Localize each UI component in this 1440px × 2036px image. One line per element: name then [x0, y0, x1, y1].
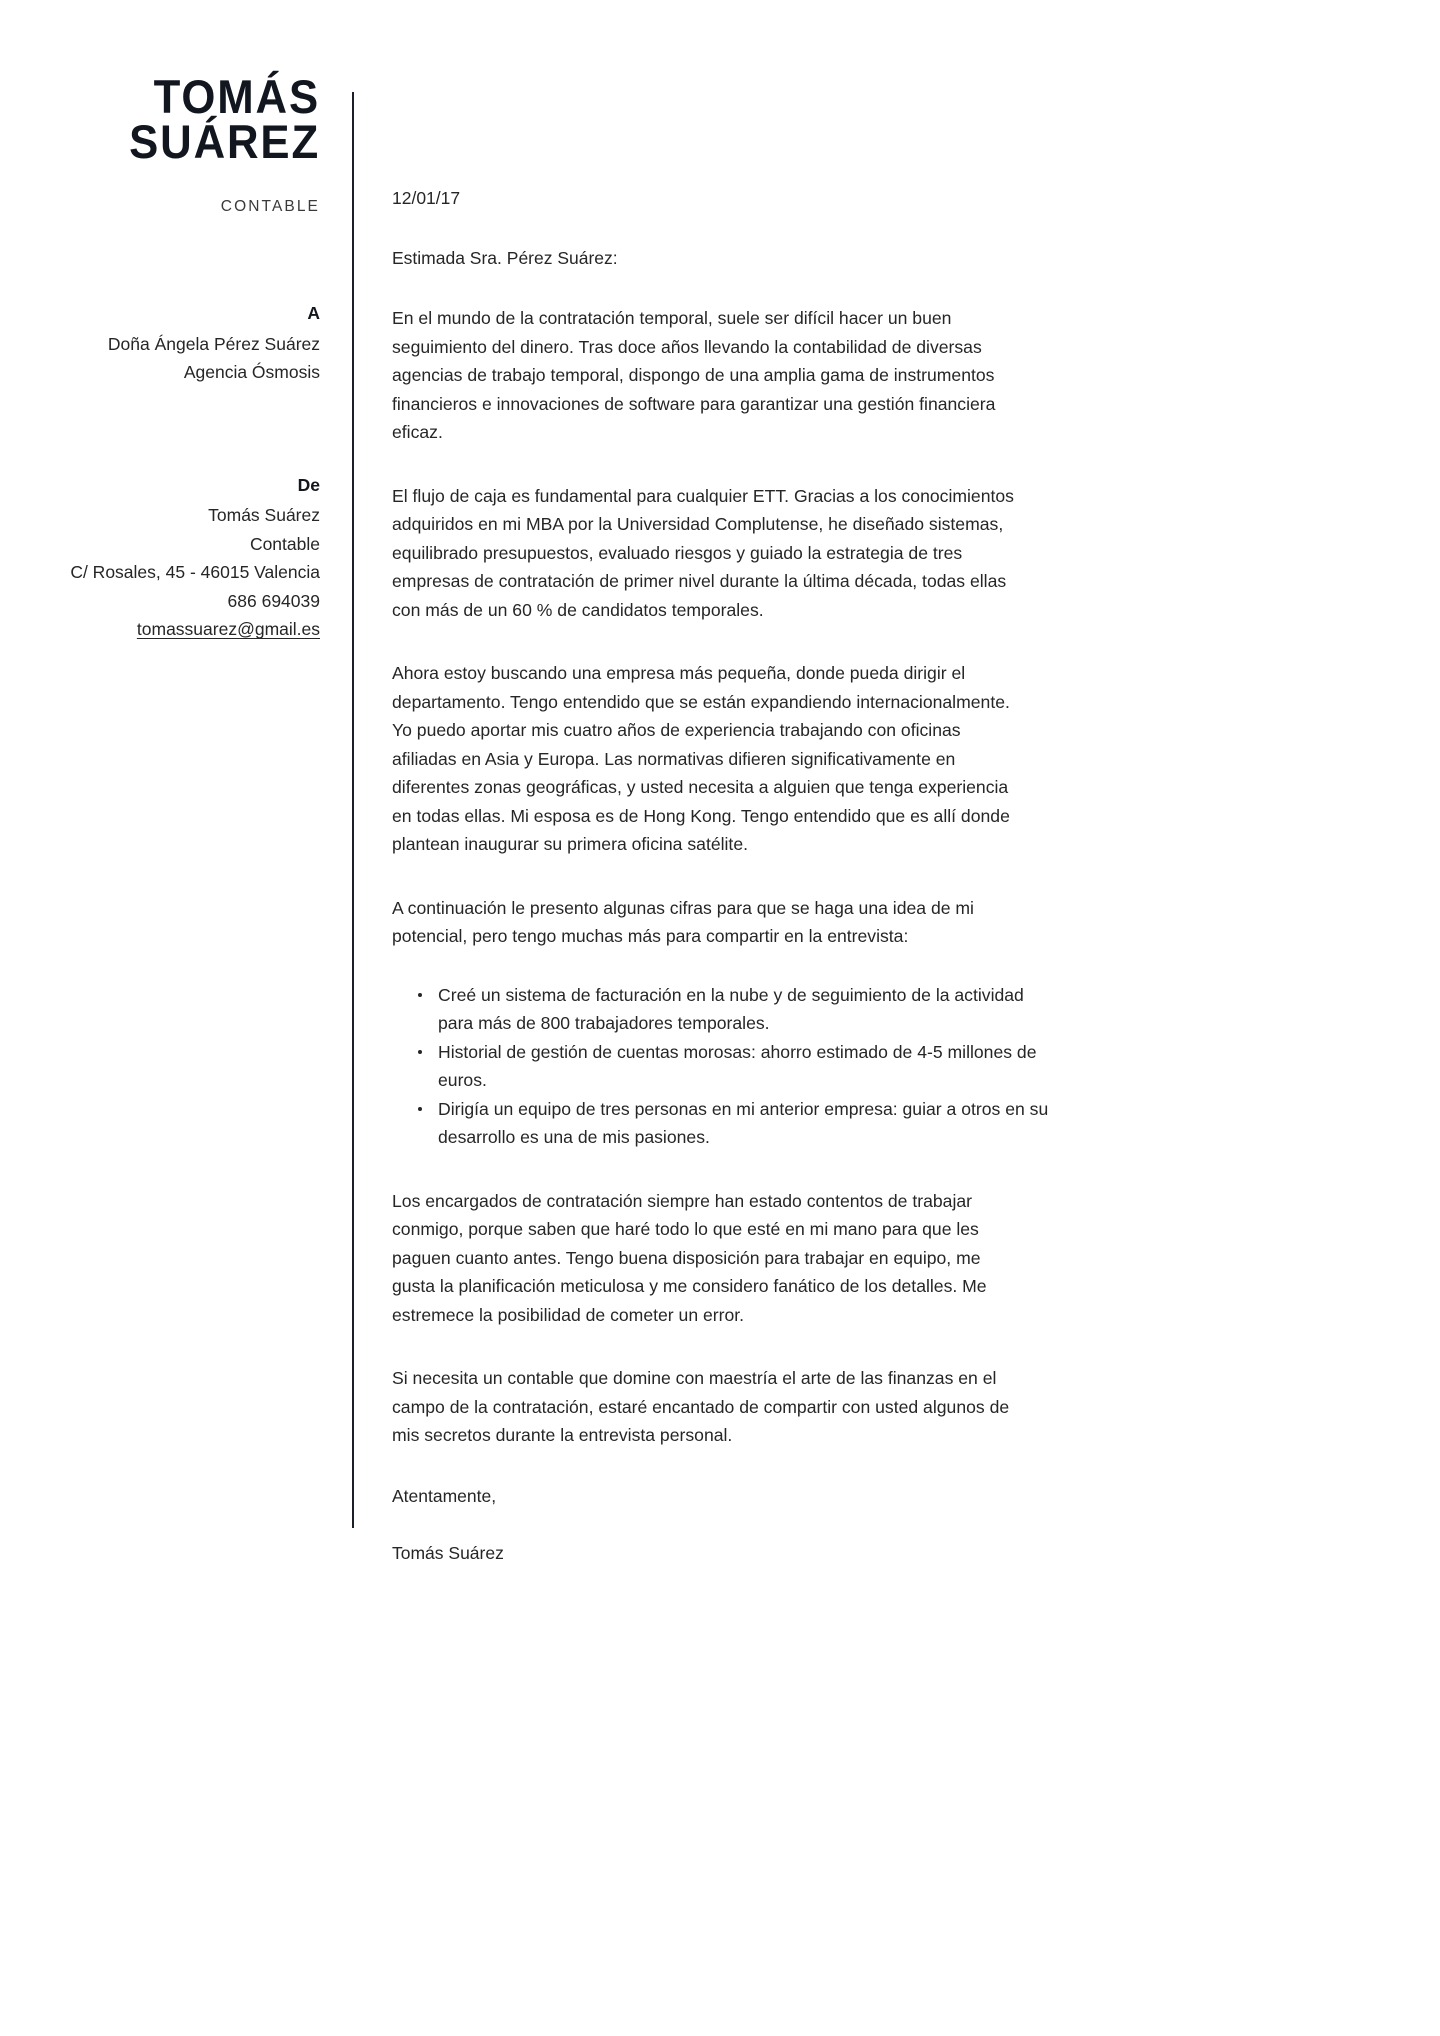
recipient-company: Agencia Ósmosis [183, 362, 320, 383]
sender-block [0, 471, 320, 644]
last-name: SUÁREZ [129, 115, 320, 169]
salutation: Estimada Sra. Pérez Suárez: [392, 248, 618, 268]
sender-phone: 686 694039 [227, 590, 320, 611]
list-item: Historial de gestión de cuentas morosas: ahorro estimado de 4-5 millones de euros. [438, 1038, 1053, 1095]
paragraph-3: Ahora estoy buscando una empresa más pequeña, donde pueda dirigir el departamento. Tengo entendido que se están expandiendo internacionalmente. Yo puedo aportar mis cuatro años de experiencia trabajando con oficinas afiliadas en Asia y Europa. Las normativas difieren significativamente en diferentes zonas geográficas, y usted necesita a alguien que tenga experiencia en todas ellas. Mi esposa es de Hong Kong. Tengo entendido que es allí donde plantean inaugurar su primera oficina satélite. [392, 663, 1010, 854]
paragraph-4: A continuación le presento algunas cifras para que se haga una idea de mi potencial, pero tengo muchas más para compartir en la entrevista: [392, 897, 974, 946]
recipient-block [0, 299, 320, 387]
list-item: Creé un sistema de facturación en la nube y de seguimiento de la actividad para más de 800 trabajadores temporales. [438, 981, 1053, 1038]
first-name: TOMÁS [153, 70, 320, 123]
paragraph-5: Los encargados de contratación siempre han estado contentos de trabajar conmigo, porque saben que haré todo lo que esté en mi mano para que les paguen cuanto antes. Tengo buena disposición para trabajar en equipo, me gusta la planificación meticulosa y me considero fanático de los detalles. Me estremece la posibilidad de cometer un error. [392, 1190, 987, 1325]
recipient-name: Doña Ángela Pérez Suárez [107, 333, 320, 354]
name-block [0, 70, 320, 169]
paragraph-2: El flujo de caja es fundamental para cualquier ETT. Gracias a los conocimientos adquiridos en mi MBA por la Universidad Complutense, he diseñado sistemas, equilibrado presupuestos, evaluado riesgos y guiado la estrategia de tres empresas de contratación de primer nivel durante la última década, todas ellas con más de un 60 % de candidatos temporales. [392, 485, 1014, 620]
sender-title: Contable [249, 533, 320, 554]
sender-email-link[interactable]: tomassuarez@gmail.es [136, 619, 320, 640]
paragraph-6: Si necesita un contable que domine con maestría el arte de las finanzas en el campo de la contratación, estaré encantado de compartir con usted algunos de mis secretos durante la entrevista personal. [392, 1368, 1010, 1445]
letter-body [392, 0, 1352, 1564]
signature-name: Tomás Suárez [392, 1542, 504, 1563]
vertical-divider-rule [352, 92, 354, 1528]
paragraph-1: En el mundo de la contratación temporal, suele ser difícil hacer un buen seguimiento del dinero. Tras doce años llevando la contabilidad de diversas agencias de trabajo temporal, dispongo de una amplia gama de instrumentos financieros e innovaciones de software para garantizar una gestión financiera eficaz. [392, 308, 996, 442]
sender-name: Tomás Suárez [208, 505, 320, 526]
recipient-heading: A [307, 303, 320, 324]
sender-address: C/ Rosales, 45 - 46015 Valencia [70, 562, 320, 583]
letter-date: 12/01/17 [392, 188, 461, 208]
closing-line: Atentamente, [392, 1485, 497, 1506]
list-item: Dirigía un equipo de tres personas en mi anterior empresa: guiar a otros en su desarrollo es una de mis pasiones. [438, 1095, 1053, 1152]
sender-heading: De [297, 474, 320, 495]
sidebar [0, 0, 352, 2036]
achievements-list [392, 981, 1053, 1152]
job-title: CONTABLE [220, 198, 320, 216]
